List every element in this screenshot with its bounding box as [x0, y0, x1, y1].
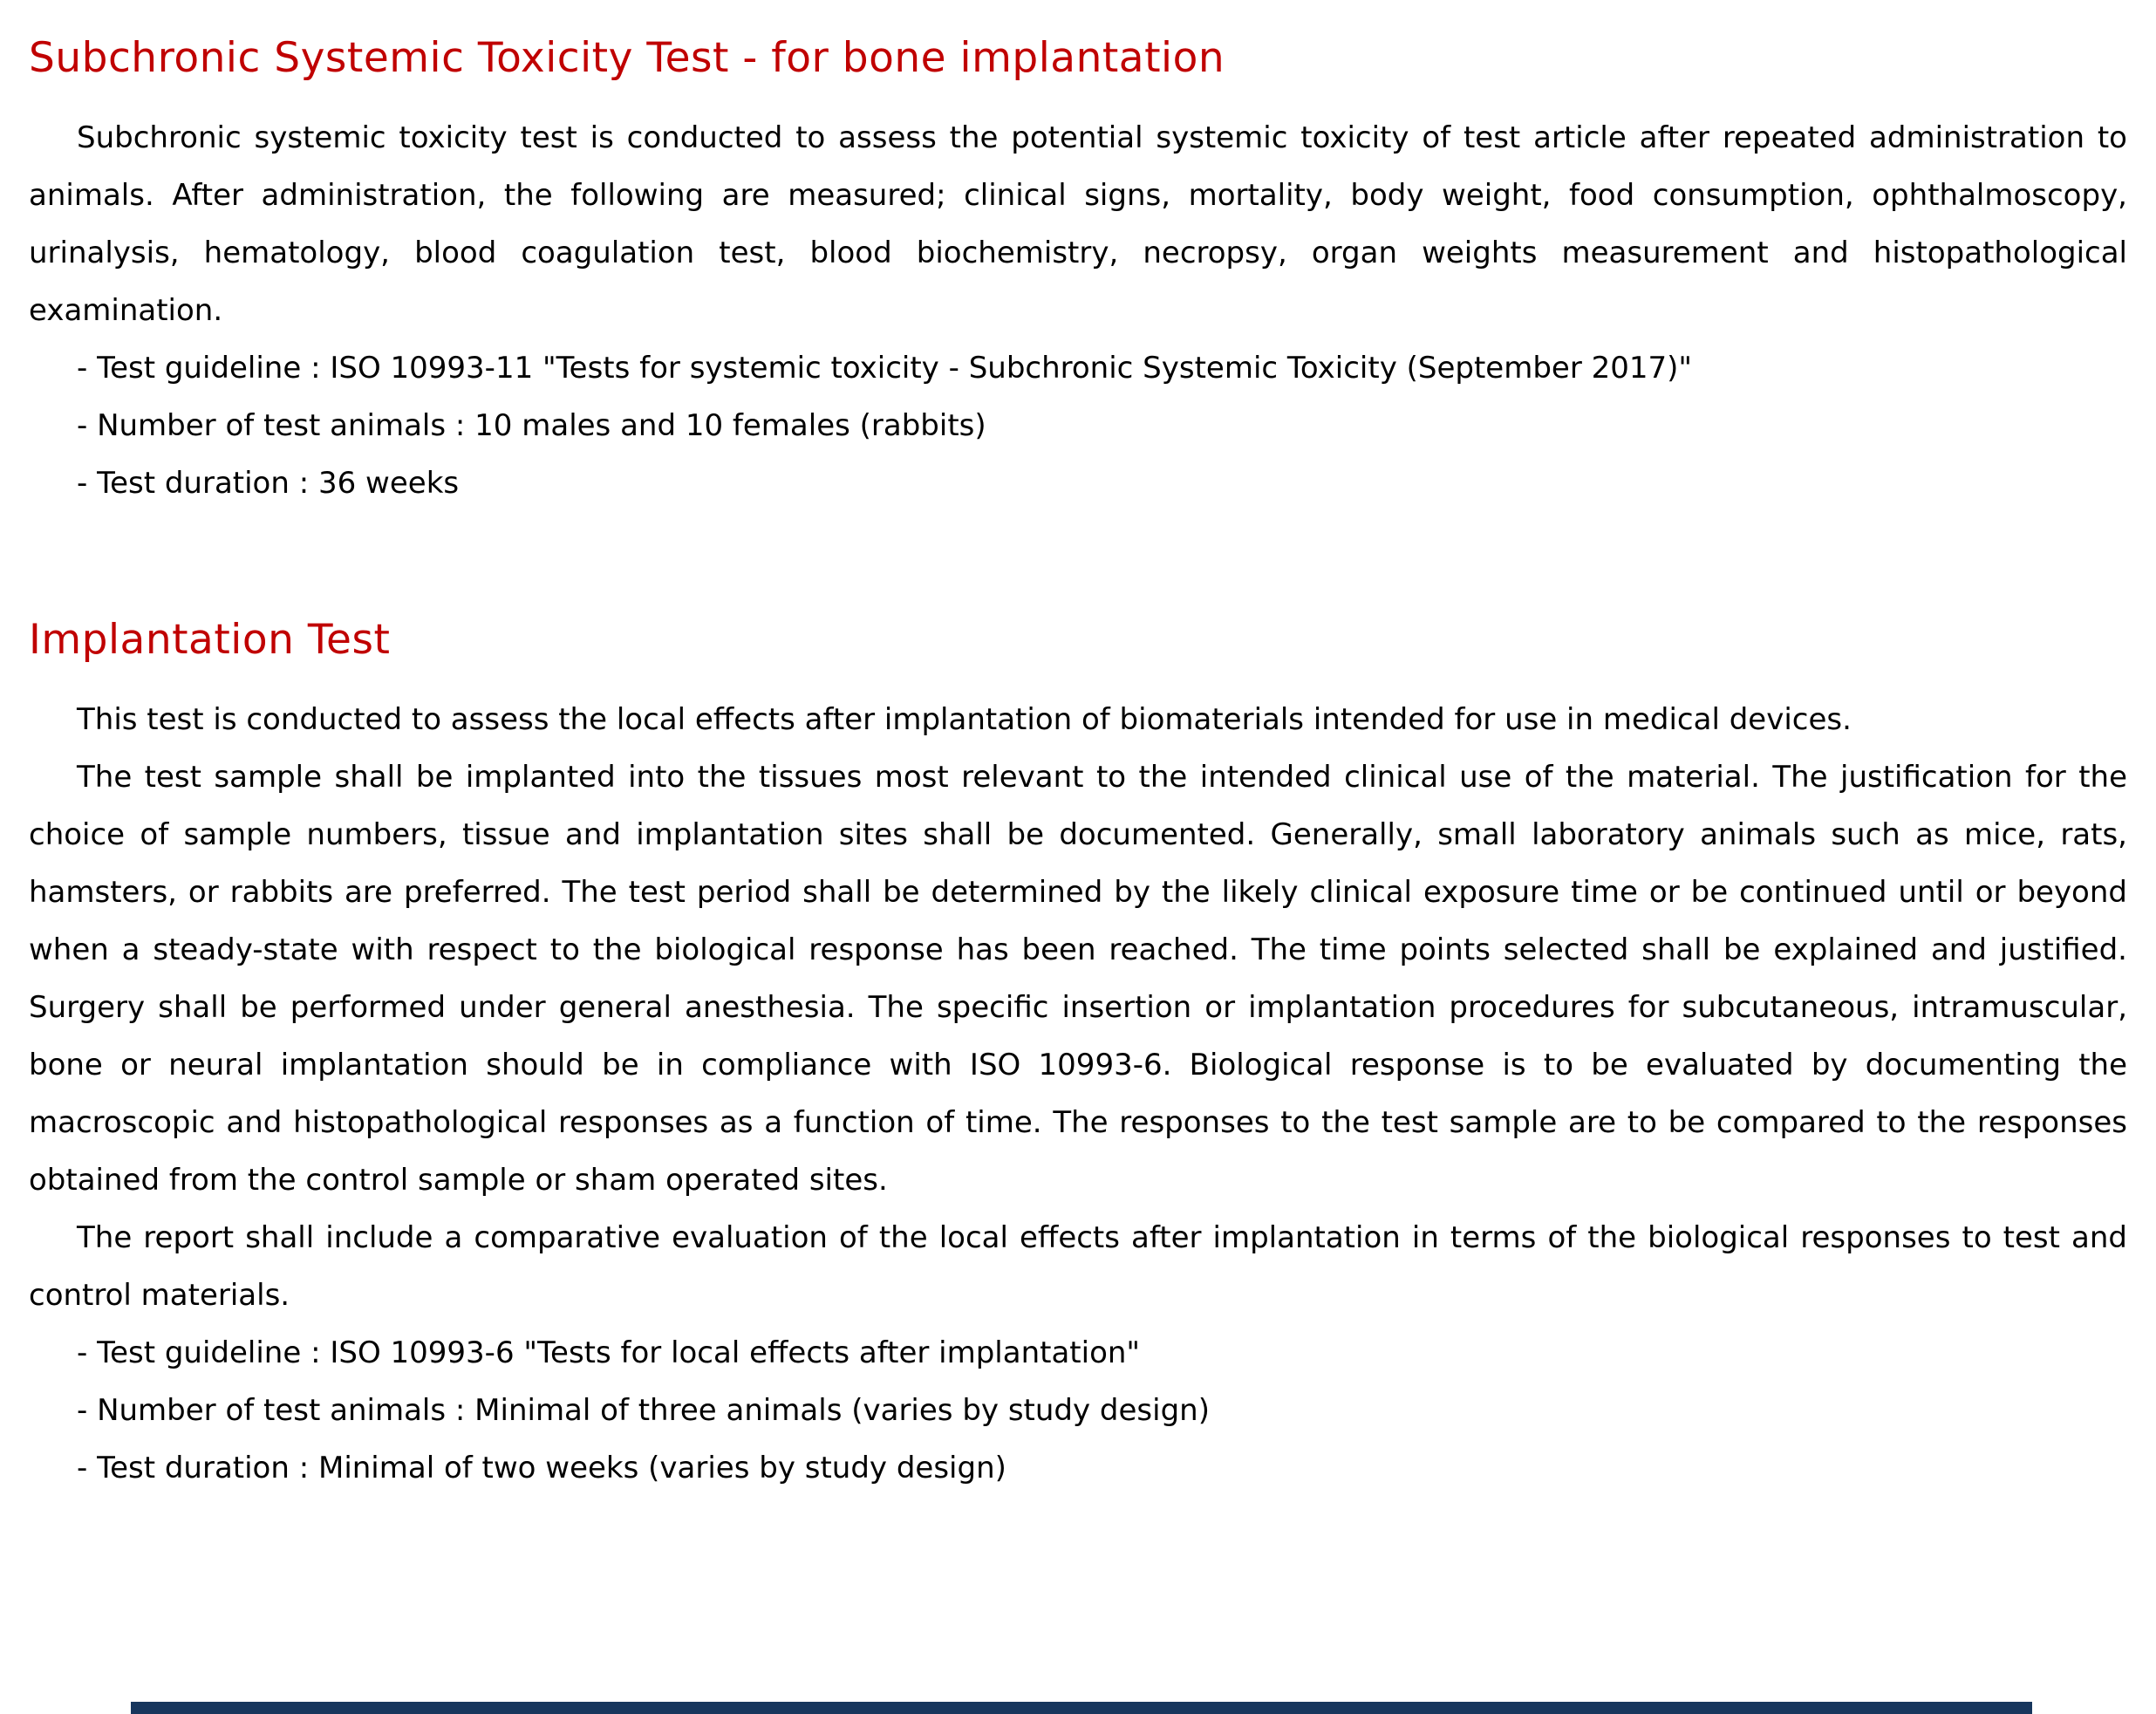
bullet-test-guideline: - Test guideline : ISO 10993-11 "Tests for systemic toxicity - Subchronic Systemic Toxicity (September 2017)": [77, 350, 1693, 386]
bullet-test-duration: - Test duration : 36 weeks: [77, 465, 460, 501]
section-heading-implantation: Implantation Test: [29, 615, 391, 664]
paragraph-implantation-report: The report shall include a comparative evaluation of the local effects after implantation in terms of the biological responses to test and control materials.: [29, 1219, 2127, 1313]
footer-divider-bar: [131, 1702, 2032, 1714]
bullet-test-duration: - Test duration : Minimal of two weeks (varies by study design): [77, 1450, 1006, 1485]
bullet-number-of-animals: - Number of test animals : Minimal of three animals (varies by study design): [77, 1392, 1210, 1428]
bullet-list-implantation: [29, 1324, 2127, 1497]
paragraph-implantation-procedure: The test sample shall be implanted into the tissues most relevant to the intended clinical use of the material. The justification for the choice of sample numbers, tissue and implantation sites shall be documented. Generally, small laboratory animals such as mice, rats, hamsters, or rabbits are preferred. The test period shall be determined by the likely clinical exposure time or be continued until or beyond when a steady-state with respect to the biological response has been reached. The time points selected shall be explained and justified. Surgery shall be performed under general anesthesia. The specific insertion or implantation procedures for subcutaneous, intramuscular, bone or neural implantation should be in compliance with ISO 10993-6. Biological response is to be evaluated by documenting the macroscopic and histopathological responses as a function of time. The responses to the test sample are to be compared to the responses obtained from the control sample or sham operated sites.: [29, 759, 2127, 1198]
paragraph-implantation-intro: This test is conducted to assess the local effects after implantation of biomaterials intended for use in medical devices.: [77, 701, 1852, 737]
section-heading-subchronic: Subchronic Systemic Toxicity Test - for bone implantation: [29, 34, 1225, 82]
paragraph-subchronic-description: Subchronic systemic toxicity test is conducted to assess the potential systemic toxicity of test article after repeated administration to animals. After administration, the following are measured; clinical signs, mortality, body weight, food consumption, ophthalmoscopy, urinalysis, hematology, blood coagulation test, blood biochemistry, necropsy, organ weights measurement and histopathological examination.: [29, 120, 2127, 328]
bullet-test-guideline: - Test guideline : ISO 10993-6 "Tests for local effects after implantation": [77, 1335, 1141, 1370]
section-subchronic-toxicity: [29, 33, 2127, 512]
bullet-number-of-animals: - Number of test animals : 10 males and 10 females (rabbits): [77, 407, 986, 443]
bullet-list-subchronic: [29, 339, 2127, 512]
section-implantation-test: [29, 615, 2127, 1497]
